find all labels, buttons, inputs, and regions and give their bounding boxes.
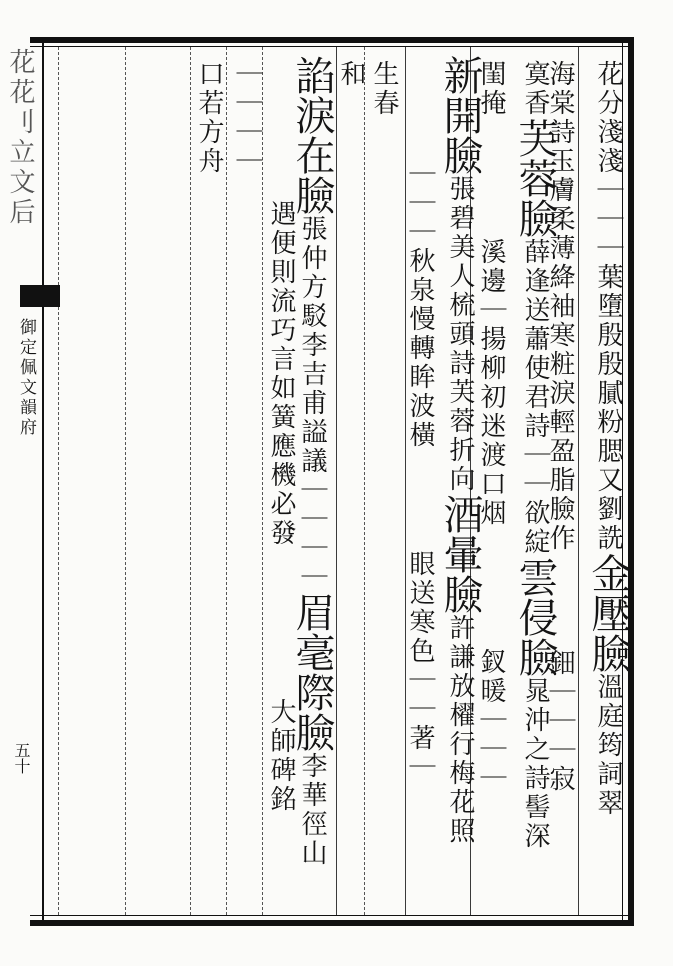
column-text: 薛逢送蕭使君詩｜｜欲綻 — [520, 238, 550, 557]
column-text: 眼送寒色｜｜著｜ — [405, 550, 435, 782]
column-text: 溪邊｜揚柳初迷渡口烟 — [476, 238, 506, 528]
column-text: 許謙放櫂行梅花照 — [445, 614, 475, 846]
headword: 新開臉 — [437, 55, 483, 175]
column-text: 口若方舟 — [194, 60, 224, 176]
headword: 雲侵臉 — [512, 557, 558, 677]
column-text: 花分淺淺｜｜｜葉墮殷殷膩粉腮又劉詵 — [593, 60, 623, 553]
column-text: 張碧美人梳頭詩芙蓉折向 — [445, 175, 475, 494]
column-divider — [578, 47, 579, 915]
headword: 芙蓉臉 — [512, 118, 558, 238]
text-column-5 — [437, 55, 483, 846]
column-divider — [262, 47, 264, 915]
column-text: 釵暖｜｜｜ — [476, 648, 506, 793]
text-column-1 — [585, 60, 631, 818]
headword: 金壓臉 — [585, 553, 631, 673]
text-column-7 — [371, 60, 397, 118]
column-text: 和 — [336, 60, 366, 89]
column-text: 生春 — [369, 60, 399, 118]
column-text: 閨掩 — [476, 60, 506, 118]
page-number: 五十 — [12, 742, 31, 774]
bottom-border-inner — [30, 915, 634, 916]
text-column-11 — [234, 60, 260, 176]
column-divider — [190, 47, 192, 915]
top-border-inner — [30, 46, 634, 47]
column-divider — [364, 47, 366, 915]
column-text: 李華徑山 — [297, 752, 327, 868]
headword: 眉毫際臉 — [289, 592, 335, 752]
text-column-3 — [512, 60, 558, 851]
column-text: ｜｜｜秋泉慢轉眸波橫 — [405, 160, 435, 450]
column-text: 寞香 — [520, 60, 550, 118]
text-column-12 — [196, 60, 222, 176]
text-column-6 — [407, 160, 433, 782]
column-text: 晁沖之詩髻深 — [520, 677, 550, 851]
column-text: 遇便則流巧言如簧應機必發 — [266, 200, 296, 548]
column-text: ｜｜｜｜ — [232, 60, 262, 176]
headword: 諂淚在臉 — [289, 55, 335, 215]
column-text: 鈿｜｜｜寂 — [545, 649, 575, 794]
bottom-border — [30, 920, 634, 926]
column-divider — [125, 47, 127, 915]
left-border — [42, 37, 44, 926]
text-column-8 — [338, 60, 364, 89]
column-divider — [336, 47, 337, 915]
margin-edge-text: 花花刂立文后 — [5, 48, 35, 228]
column-divider — [58, 47, 60, 915]
top-border — [30, 37, 634, 43]
right-border — [628, 37, 634, 926]
book-title: 御定佩文韻府 — [16, 318, 36, 438]
text-column-9 — [289, 55, 335, 868]
column-text: 張仲方駁李吉甫謚議｜｜｜｜ — [297, 215, 327, 592]
column-text: 大師碑銘 — [266, 698, 296, 814]
column-text: 溫庭筠詞翠 — [593, 673, 623, 818]
fishtail-marker — [20, 285, 60, 307]
headword: 酒暈臉 — [437, 494, 483, 614]
column-text: 海棠詩玉膚柔薄絳袖寒粧淚輕盈脂臉作 — [545, 60, 575, 553]
column-divider — [226, 47, 228, 915]
text-column-10 — [268, 200, 294, 814]
